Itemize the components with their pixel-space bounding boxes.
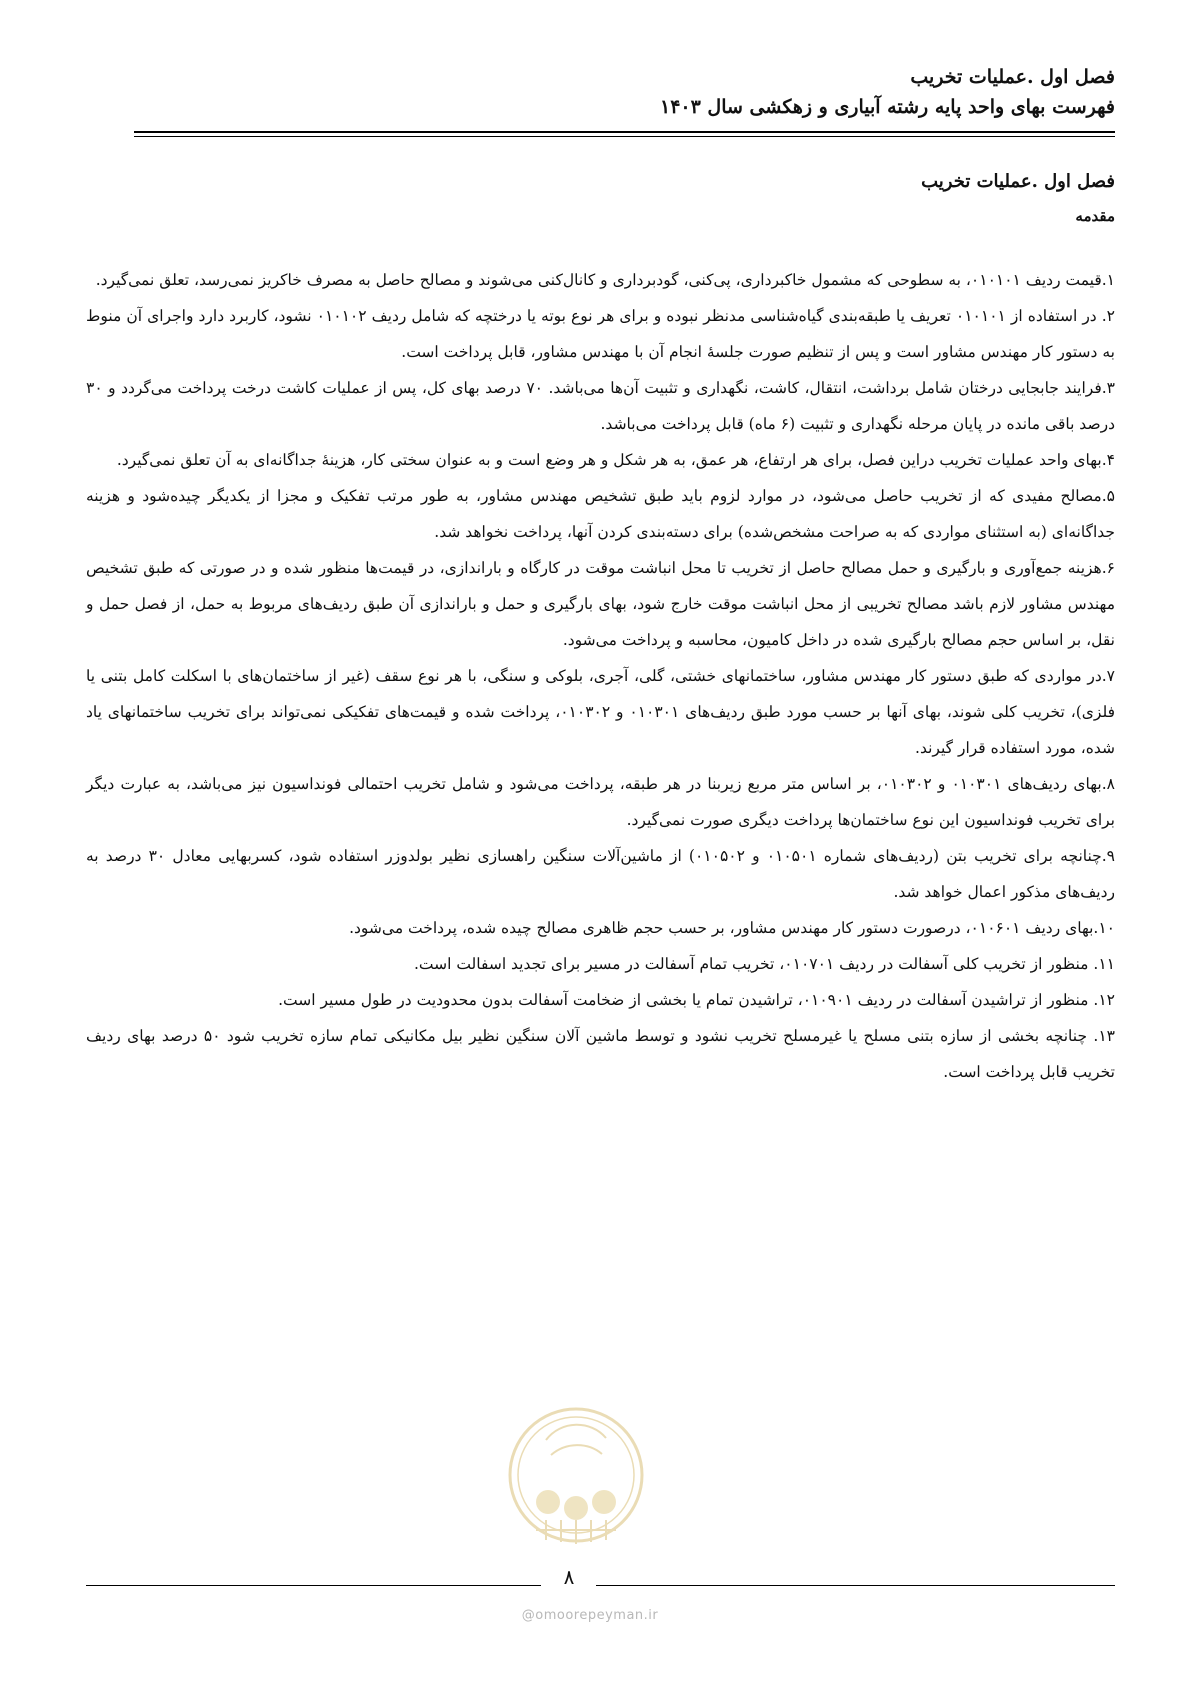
header-divider-thick	[134, 131, 1115, 133]
paragraph-8: ۸.بهای ردیف‌های ۰۱۰۳۰۱ و ۰۱۰۳۰۲، بر اساس متر مربع زیربنا در هر طبقه، پرداخت می‌شود و شامل تخریب احتمالی فونداسیون نیز می‌باشد، به عبارت دیگر برای تخریب فونداسیون این نوع ساختمان‌ها پرداخت دیگری صورت نمی‌گیرد.	[86, 775, 1115, 829]
header-divider-thin	[134, 136, 1115, 137]
paragraph-1: ۱.قیمت ردیف ۰۱۰۱۰۱، به سطوحی که مشمول خاکبرداری، پی‌کنی، گودبرداری و کانال‌کنی می‌شوند و مصالح حاصل به مصرف خاکریز نمی‌رسد، تعلق نمی‌گیرد.	[95, 271, 1115, 289]
body-text	[86, 262, 1115, 1090]
footer-divider-right	[596, 1585, 1115, 1586]
page-header	[130, 62, 1115, 122]
paragraph-9: ۹.چنانچه برای تخریب بتن (ردیف‌های شماره ۰۱۰۵۰۱ و ۰۱۰۵۰۲) از ماشین‌آلات سنگین راهسازی نظیر بولدوزر استفاده شود، کسربهایی معادل ۳۰ درصد به ردیف‌های مذکور اعمال خواهد شد.	[86, 847, 1115, 901]
header-catalog-title: فهرست بهای واحد پایه رشته آبیاری و زهکشی سال ۱۴۰۳	[659, 96, 1115, 118]
paragraph-11: ۱۱. منظور از تخریب کلی آسفالت در ردیف ۰۱۰۷۰۱، تخریب تمام آسفالت در مسیر برای تجدید اسفالت است.	[413, 955, 1115, 973]
section-title: فصل اول .عملیات تخریب	[921, 171, 1115, 192]
paragraph-2: ۲. در استفاده از ۰۱۰۱۰۱ تعریف یا طبقه‌بندی گیاه‌شناسی مدنظر نبوده و برای هر نوع بوته یا درختچه که شامل ردیف ۰۱۰۱۰۲ نشود، کاربرد دارد واجرای آن منوط به دستور کار مهندس مشاور است و پس از تنظیم صورت جلسهٔ انجام آن با مهندس مشاور، قابل پرداخت است.	[86, 307, 1115, 361]
paragraph-7: ۷.در مواردی که طبق دستور کار مهندس مشاور، ساختمانهای خشتی، گلی، آجری، بلوکی و سنگی، با هر نوع سقف (غیر از ساختمان‌های با اسکلت کامل بتنی یا فلزی)، تخریب کلی شوند، بهای آنها بر حسب مورد طبق ردیف‌های ۰۱۰۳۰۱ و ۰۱۰۳۰۲، پرداخت شده و قیمت‌های تفکیکی نمی‌تواند برای تخریب ساختمانهای یاد شده، مورد استفاده قرار گیرند.	[86, 667, 1115, 757]
header-chapter-title: فصل اول .عملیات تخریب	[910, 66, 1115, 88]
paragraph-3: ۳.فرایند جابجایی درختان شامل برداشت، انتقال، کاشت، نگهداری و تثبیت آن‌ها می‌باشد. ۷۰ درصد بهای کل، پس از عملیات کاشت درخت پرداخت می‌گردد و ۳۰ درصد باقی مانده در پایان مرحله نگهداری و تثبیت (۶ ماه) قابل پرداخت می‌باشد.	[86, 379, 1115, 433]
paragraph-6: ۶.هزینه جمع‌آوری و بارگیری و حمل مصالح حاصل از تخریب تا محل انباشت موقت در کارگاه و باراندازی، در قیمت‌ها منظور شده و در صورتی که طبق تشخیص مهندس مشاور لازم باشد مصالح تخریبی از محل انباشت موقت خارج شود، بهای بارگیری و حمل و باراندازی آن طبق ردیف‌های مربوط به حمل، از فصل حمل و نقل، بر اساس حجم مصالح بارگیری شده در داخل کامیون، محاسبه و پرداخت می‌شود.	[86, 559, 1115, 649]
paragraph-10: ۱۰.بهای ردیف ۰۱۰۶۰۱، درصورت دستور کار مهندس مشاور، بر حسب حجم ظاهری مصالح چیده شده، پرداخت می‌شود.	[349, 919, 1115, 937]
paragraph-4: ۴.بهای واحد عملیات تخریب دراین فصل، برای هر ارتفاع، هر عمق، به هر شکل و هر وضع است و به عنوان سختی کار، هزینهٔ جداگانه‌ای به آن تعلق نمی‌گیرد.	[116, 451, 1115, 469]
omoorepeyman-seal-icon	[506, 1380, 646, 1570]
paragraph-12: ۱۲. منظور از تراشیدن آسفالت در ردیف ۰۱۰۹۰۱، تراشیدن تمام یا بخشی از ضخامت آسفالت بدون محدودیت در طول مسیر است.	[278, 991, 1115, 1009]
paragraph-5: ۵.مصالح مفیدی که از تخریب حاصل می‌شود، در موارد لزوم باید طبق تشخیص مهندس مشاور، به طور مرتب تفکیک و مجزا از یکدیگر چیده‌شود و هزینه جداگانه‌ای (به استثنای مواردی که به صراحت مشخص‌شده) برای دسته‌بندی کردن آنها، پرداخت نخواهد شد.	[86, 487, 1115, 541]
page-number: ۸	[563, 1565, 575, 1589]
paragraph-13: ۱۳. چنانچه بخشی از سازه بتنی مسلح یا غیرمسلح تخریب نشود و توسط ماشین آلان سنگین نظیر بیل مکانیکی تمام سازه تخریب شود ۵۰ درصد بهای ردیف تخریب قابل پرداخت است.	[86, 1027, 1115, 1081]
watermark-url: @omoorepeyman.ir	[521, 1608, 659, 1623]
footer-divider-left	[86, 1585, 541, 1586]
section-subtitle: مقدمه	[1075, 207, 1115, 225]
